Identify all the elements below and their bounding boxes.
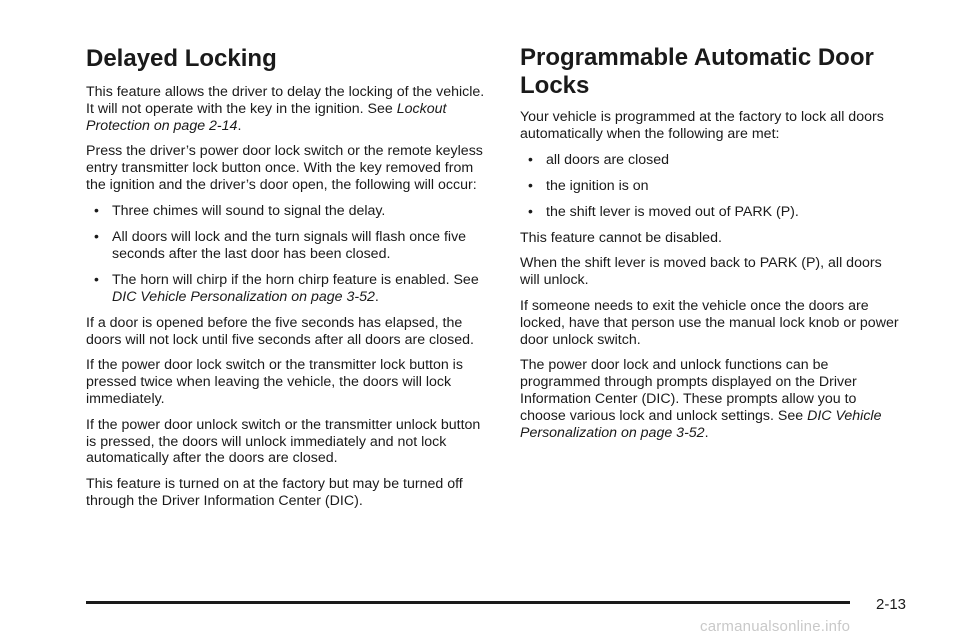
list-item: • Three chimes will sound to signal the delay.	[94, 201, 386, 219]
bullet-icon: •	[94, 227, 99, 244]
watermark: carmanualsonline.info	[700, 618, 851, 635]
bullet-list	[520, 152, 900, 221]
cross-reference-link[interactable]: DIC Vehicle Personalization on page 3-52	[112, 288, 375, 305]
cross-reference-link[interactable]: DIC Vehicle Personalization on page 3-52	[520, 407, 882, 441]
bullet-icon: •	[528, 150, 533, 167]
paragraph: The power door lock and unlock functions can be programmed through prompts displayed on the Driver Information Center (DIC). These prompts allow you to choose various lock and unlock settings. See DIC Vehicle Personalization on page 3-52.	[520, 357, 882, 441]
paragraph: If the power door lock switch or the transmitter lock button is pressed twice when leaving the vehicle, the doors will lock immediately.	[86, 357, 463, 407]
footer-rule	[86, 601, 850, 604]
section-heading-programmable-locks: Programmable Automatic Door Locks	[520, 44, 874, 99]
paragraph: This feature is turned on at the factory but may be turned off through the Driver Information Center (DIC).	[86, 476, 463, 509]
paragraph: Press the driver’s power door lock switch or the remote keyless entry transmitter lock button once. With the key removed from the ignition and the driver’s door open, the following will occur:	[86, 143, 483, 193]
paragraph: Your vehicle is programmed at the factory to lock all doors automatically when the following are met:	[520, 109, 884, 142]
paragraph: When the shift lever is moved back to PARK (P), all doors will unlock.	[520, 255, 882, 289]
paragraph: If the power door unlock switch or the transmitter unlock button is pressed, the doors will unlock immediately and not lock automatically after the doors are closed.	[86, 416, 481, 467]
section-heading-delayed-locking: Delayed Locking	[86, 45, 277, 72]
page-number: 2-13	[876, 596, 907, 613]
bullet-list	[86, 203, 494, 306]
list-item: • the shift lever is moved out of PARK (P).	[528, 202, 799, 220]
left-column	[86, 44, 494, 519]
paragraph: This feature cannot be disabled.	[520, 229, 722, 246]
bullet-icon: •	[528, 202, 533, 219]
paragraph: If a door is opened before the five seconds has elapsed, the doors will not lock until five seconds after all doors are closed.	[86, 314, 474, 348]
paragraph: This feature allows the driver to delay the locking of the vehicle. It will not operate with the key in the ignition. See Lockout Protection on page 2-14.	[86, 84, 485, 134]
list-item: • The horn will chirp if the horn chirp feature is enabled. See DIC Vehicle Personalization on page 3-52.	[94, 270, 479, 305]
bullet-icon: •	[528, 176, 533, 193]
list-item: • the ignition is on	[528, 176, 649, 194]
list-item: • all doors are closed	[528, 150, 670, 168]
cross-reference-link[interactable]: Lockout Protection on page 2-14	[86, 100, 447, 134]
bullet-icon: •	[94, 201, 99, 218]
right-column	[520, 44, 900, 450]
list-item: • All doors will lock and the turn signals will flash once five seconds after the last door has been closed.	[94, 227, 467, 262]
bullet-icon: •	[94, 270, 99, 287]
paragraph: If someone needs to exit the vehicle once the doors are locked, have that person use the manual lock knob or power door unlock switch.	[520, 297, 899, 348]
